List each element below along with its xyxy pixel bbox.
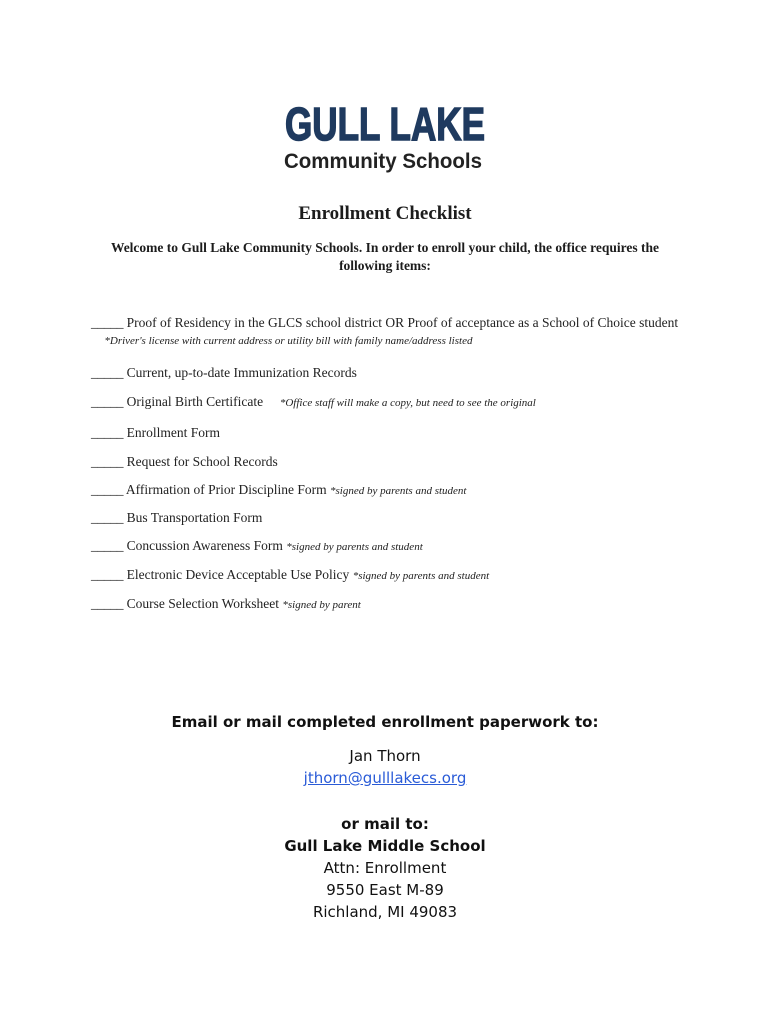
checklist-blank: _____: [91, 365, 124, 380]
checklist-item-note: *Driver's license with current address or utility bill with family name/address listed: [104, 335, 473, 347]
checklist-item-text: Request for School Records: [126, 454, 278, 469]
mailing-city: Richland, MI 49083: [312, 903, 458, 921]
checklist-blank: _____: [91, 394, 124, 409]
mailing-school-name: Gull Lake Middle School: [284, 837, 486, 855]
page-title: Enrollment Checklist: [298, 203, 472, 224]
logo-line1: GULL LAKE: [285, 98, 485, 150]
checklist-item-note: *signed by parents and student: [352, 570, 490, 582]
gull-lake-logo-graphic: [283, 95, 488, 175]
checklist-blank: _____: [91, 425, 124, 440]
checklist-item-note: *signed by parents and student: [286, 541, 423, 553]
checklist-item-note: *signed by parent: [282, 599, 361, 611]
checklist-item-text: Bus Transportation Form: [126, 510, 263, 525]
checklist-item: [91, 393, 691, 412]
checklist-item: [91, 595, 691, 614]
checklist-blank: _____: [91, 538, 124, 553]
checklist-item: [91, 509, 691, 526]
intro-text: Welcome to Gull Lake Community Schools. In order to enroll your child, the office requires the following items:: [110, 240, 660, 273]
checklist-item: [91, 424, 691, 441]
checklist-blank: _____: [91, 510, 124, 525]
checklist-item-text: Concussion Awareness Form: [126, 538, 283, 553]
school-logo: [283, 95, 488, 175]
contact-email-link[interactable]: jthorn@gulllakecs.org: [303, 769, 467, 787]
checklist-blank: _____: [91, 596, 124, 611]
mailing-street: 9550 East M-89: [326, 881, 444, 899]
checklist-blank: _____: [91, 315, 124, 330]
checklist-item: [91, 481, 691, 500]
checklist-item-text: Affirmation of Prior Discipline Form: [125, 482, 327, 497]
checklist-item: [91, 566, 691, 585]
checklist-item-note: *signed by parents and student: [330, 485, 467, 497]
checklist-item: [91, 364, 691, 381]
mailing-attn: Attn: Enrollment: [323, 859, 447, 877]
contact-name: Jan Thorn: [349, 747, 421, 765]
checklist-item-note: *Office staff will make a copy, but need to see the original: [279, 397, 536, 409]
checklist-item-text: Current, up-to-date Immunization Records: [126, 365, 357, 380]
checklist-blank: _____: [91, 454, 124, 469]
checklist-item-text: Electronic Device Acceptable Use Policy: [126, 567, 350, 582]
or-mail-label: or mail to:: [341, 815, 429, 833]
checklist-item-text: Original Birth Certificate: [126, 394, 264, 409]
checklist-item-text: Course Selection Worksheet: [126, 596, 280, 611]
checklist-blank: _____: [91, 567, 124, 582]
send-heading: Email or mail completed enrollment paperwork to:: [171, 713, 599, 731]
logo-line2: Community Schools: [284, 150, 482, 173]
checklist-item-text: Enrollment Form: [126, 425, 221, 440]
checklist-blank: _____: [91, 482, 124, 497]
checklist-item: [91, 453, 691, 470]
checklist-item: [91, 537, 691, 556]
checklist-item: [91, 314, 691, 350]
checklist-item-text: Proof of Residency in the GLCS school district OR Proof of acceptance as a School of Choice student: [126, 315, 679, 330]
